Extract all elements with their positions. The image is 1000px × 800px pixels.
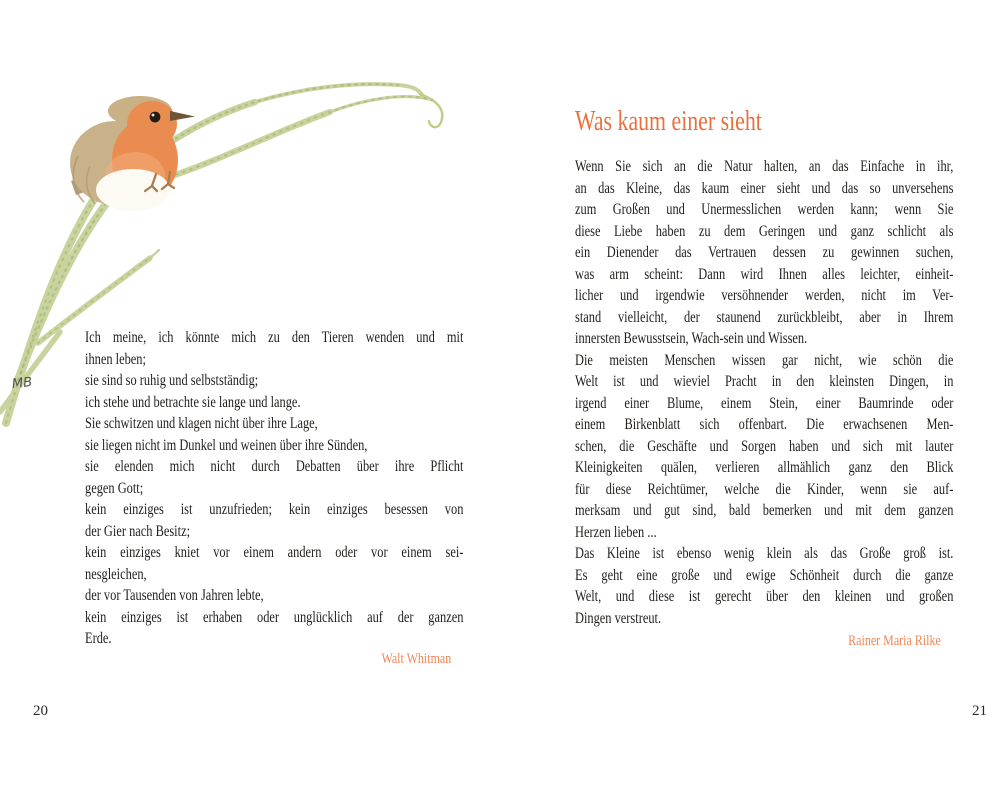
poem-line: kein einziges ist erhaben oder unglücklich auf der ganzen — [85, 608, 464, 626]
poem-text — [85, 327, 463, 650]
prose-line: Herzen lieben ... — [575, 523, 657, 541]
poem-line: Erde. — [85, 630, 112, 647]
robin-beak — [170, 111, 195, 121]
prose-line: was arm scheint: Dann wird Ihnen alles leichter, einheit- — [575, 265, 954, 283]
prose-line: ein Dienender das Vertrauen dessen zu gewinnen suchen, — [575, 244, 954, 261]
page-number-right: 21 — [972, 703, 987, 719]
prose-line: diese Liebe haben zu dem Geringen und ganz schlicht als — [575, 222, 954, 240]
page-number-left: 20 — [33, 703, 48, 719]
prose-line: stand vielleicht, der staunend zurückbleibt, aber in Ihrem — [575, 308, 954, 326]
poem-line: sie sind so ruhig und selbstständig; — [85, 372, 259, 389]
prose-line: für diese Reichtümer, welche die Kinder, wenn sie auf- — [575, 480, 954, 498]
prose-line: schen, die Geschäfte und Sorgen haben und sich mit lauter — [575, 437, 954, 455]
artist-signature: MB — [11, 374, 33, 393]
prose-attribution-text: Rainer Maria Rilke — [848, 633, 941, 649]
prose-text — [575, 156, 953, 629]
prose-attribution — [575, 633, 941, 650]
poem-attribution-text: Walt Whitman — [381, 651, 451, 667]
poem-line: nesgleichen, — [85, 565, 147, 583]
poem-line: sie elenden mich nicht durch Debatten über ihre Pflicht — [85, 458, 464, 475]
poem-line: der Gier nach Besitz; — [85, 522, 191, 540]
prose-line: Welt ist und wieviel Pracht in den kleinsten Dingen, in — [575, 373, 954, 390]
prose-line: an das Kleine, das kaum einer sieht und das so unversehens — [575, 179, 954, 197]
prose-line: Es geht eine große und ewige Schönheit durch die ganze — [575, 566, 954, 584]
prose-line: Das Kleine ist ebenso wenig klein als das Große groß ist. — [575, 545, 954, 562]
prose-line: Die meisten Menschen wissen gar nicht, wie schön die — [575, 351, 954, 369]
poem-line: ich stehe und betrachte sie lange und lange. — [85, 393, 301, 411]
prose-line: innersten Bewusstsein, Wach-sein und Wissen. — [575, 330, 808, 347]
chapter-heading: Was kaum einer sieht — [575, 106, 762, 137]
prose-line: Welt, und diese ist gerecht über den kleinen und großen — [575, 588, 954, 605]
prose-line: Wenn Sie sich an die Natur halten, an das Einfache in ihr, — [575, 158, 954, 175]
prose-line: einem Birkenblatt sich offenbart. Die erwachsenen Men- — [575, 416, 954, 433]
poem-line: kein einziges ist unzufrieden; kein einziges besessen von — [85, 501, 464, 518]
poem-line: ihnen leben; — [85, 350, 146, 368]
poem-attribution — [85, 651, 451, 668]
prose-line: Kleinigkeiten quälen, verlieren allmählich ganz den Blick — [575, 459, 954, 476]
prose-line: irgend einer Blume, einem Stein, einer Baumrinde oder — [575, 394, 954, 412]
prose-line: Dingen verstreut. — [575, 609, 662, 627]
poem-line: kein einziges kniet vor einem andern oder vor einem sei- — [85, 544, 464, 561]
robin-bird — [70, 96, 195, 211]
prose-line: zum Großen und Unermesslichen werden kann; wenn Sie — [575, 201, 954, 218]
poem-line: Sie schwitzen und klagen nicht über ihre Lage, — [85, 415, 318, 432]
robin-eye — [150, 112, 161, 123]
poem-line: gegen Gott; — [85, 479, 144, 497]
poem-line: Ich meine, ich könnte mich zu den Tieren wenden und mit — [85, 329, 464, 346]
prose-line: merksam und gut sind, bald bemerken und mit dem ganzen — [575, 502, 954, 519]
poem-line: der vor Tausenden von Jahren lebte, — [85, 587, 264, 604]
prose-line: licher und irgendwie versöhnender werden, nicht im Ver- — [575, 287, 954, 304]
poem-line: sie liegen nicht im Dunkel und weinen über ihre Sünden, — [85, 436, 368, 454]
